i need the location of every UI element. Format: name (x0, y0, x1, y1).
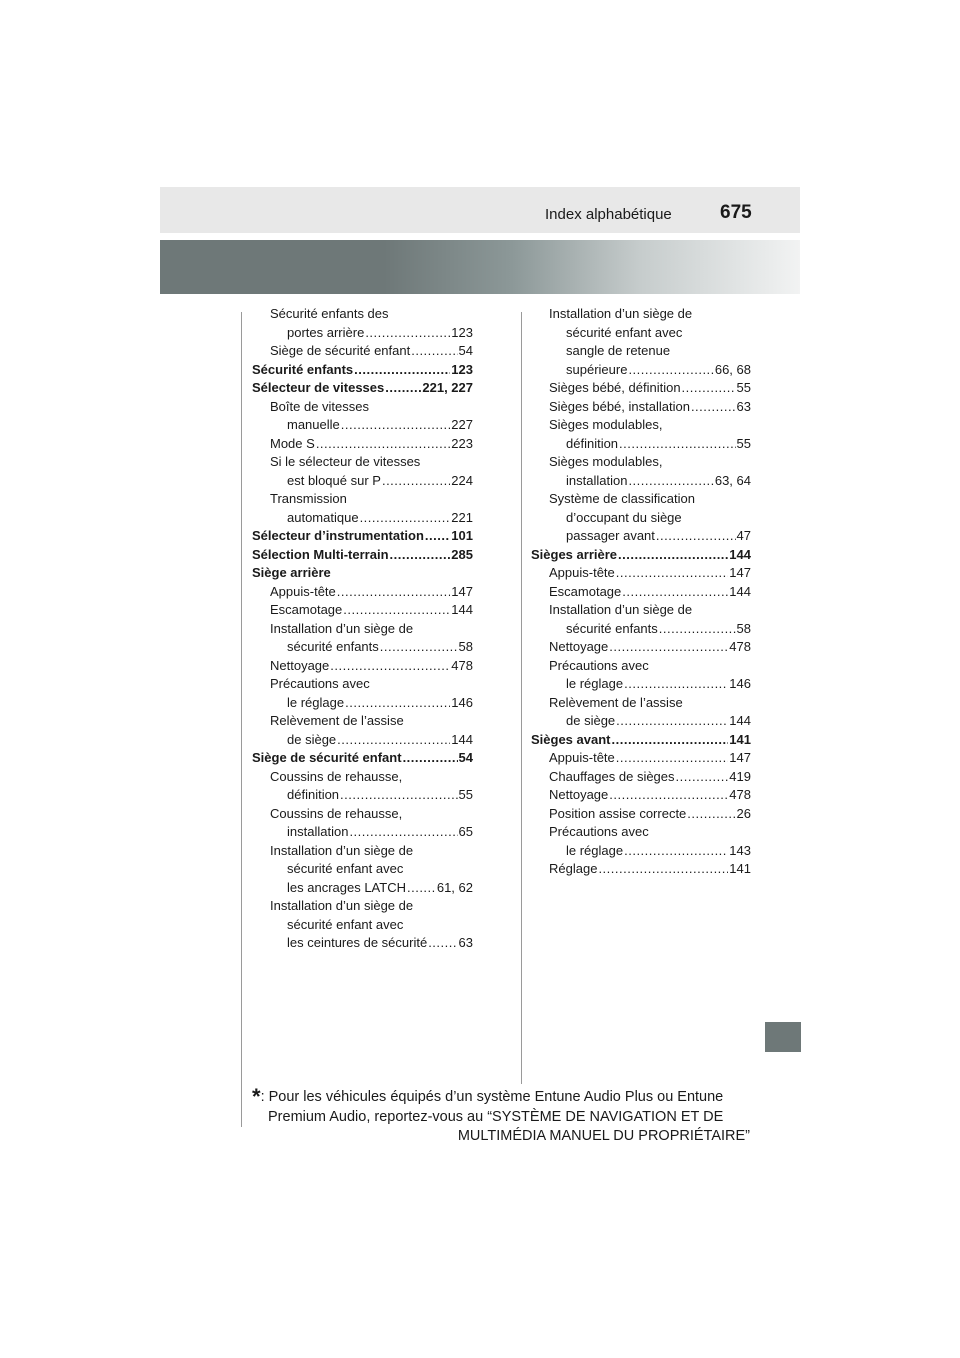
index-entry-page: 227 (451, 417, 473, 432)
dot-leader (337, 731, 450, 750)
index-entry-page: 101 (451, 528, 473, 543)
dot-leader (425, 527, 450, 546)
index-entry-text: les ceintures de sécurité (287, 935, 428, 950)
index-entry-text: Sélection Multi-terrain (252, 546, 389, 562)
dot-leader (691, 398, 736, 417)
dot-leader (380, 638, 458, 657)
index-entry-text: Réglage (549, 861, 598, 876)
dot-leader (598, 860, 728, 879)
dot-leader (612, 731, 729, 750)
index-entry-text: Sièges modulables, (549, 417, 663, 432)
index-entry (252, 749, 473, 768)
index-entry (252, 342, 473, 361)
dot-leader (365, 324, 450, 343)
index-entry-text: supérieure (566, 361, 628, 377)
index-entry-text: les ancrages LATCH (287, 879, 406, 895)
dot-leader (622, 583, 728, 602)
index-entry (531, 416, 751, 453)
index-entry-text: le réglage (287, 694, 345, 710)
page-number: 675 (720, 202, 752, 223)
index-entry (252, 379, 473, 398)
index-entry-text: de siège (566, 713, 616, 728)
index-entry-page: 143 (729, 842, 751, 858)
footnote-line-1: : Pour les véhicules équipés d’un système Entune Audio Plus ou Entune (260, 1089, 724, 1105)
dot-leader (616, 712, 728, 731)
dot-leader (382, 472, 450, 491)
index-entry-page: 221 (451, 509, 473, 525)
index-entry-text: Chauffages de sièges (549, 768, 675, 784)
index-entry-page: 478 (451, 657, 473, 673)
index-entry-text: Sélecteur de vitesses (252, 380, 385, 395)
dot-leader (354, 361, 450, 380)
index-entry (252, 527, 473, 546)
index-entry (252, 435, 473, 454)
dot-leader (624, 675, 728, 694)
dot-leader (360, 509, 451, 528)
header-gradient-band (160, 240, 800, 294)
index-entry-text: définition (566, 435, 619, 451)
footnote-marker: * (252, 1084, 261, 1109)
index-entry-page: 123 (451, 324, 473, 340)
index-entry-text: Boîte de vitesses (270, 398, 369, 414)
dot-leader (628, 361, 713, 380)
index-entry-text: Escamotage (270, 602, 343, 617)
dot-leader (428, 934, 457, 953)
index-entry-page: 146 (729, 676, 751, 691)
index-entry-text: Escamotage (549, 583, 622, 599)
dot-leader (340, 786, 457, 805)
dot-leader (341, 416, 451, 435)
index-entry-text: est bloqué sur P (287, 472, 381, 488)
index-entry-page: 221, 227 (422, 380, 473, 395)
column-divider (521, 312, 522, 1084)
index-entry-page: 63 (736, 398, 751, 414)
dot-leader (390, 546, 451, 565)
index-entry (252, 657, 473, 676)
index-entry-page: 144 (729, 546, 751, 562)
footnote-line-3: MULTIMÉDIA MANUEL DU PROPRIÉTAIRE” (457, 1128, 750, 1144)
index-entry-text: Précautions avec (549, 824, 649, 839)
index-entry-page: 285 (451, 546, 473, 562)
dot-leader (403, 749, 458, 768)
index-entry-page: 65 (458, 824, 473, 839)
dot-leader (609, 786, 728, 805)
index-entry-text: passager avant (566, 528, 655, 543)
index-entry (252, 805, 473, 842)
index-entry-text: manuelle (287, 417, 340, 432)
index-entry-page: 47 (736, 528, 751, 543)
index-entry (531, 731, 751, 750)
index-entry (252, 361, 473, 380)
index-entry-page: 144 (451, 602, 473, 617)
index-entry (531, 546, 751, 565)
index-entry-text: Mode S (270, 435, 315, 451)
index-entry (252, 398, 473, 435)
index-entry-page: 54 (458, 343, 473, 358)
index-entry-text: Appuis-tête (549, 750, 615, 765)
index-entry-text: sangle de retenue (566, 343, 671, 358)
index-entry-text: sécurité enfant avec (287, 861, 404, 876)
dot-leader (345, 694, 450, 713)
index-entry-text: Installation d’un siège de (270, 898, 414, 913)
index-entry-page: 66, 68 (714, 361, 751, 377)
index-entry (252, 564, 473, 583)
index-entry-text: Coussins de rehausse, (270, 805, 403, 821)
dot-leader (628, 472, 713, 491)
index-entry-page: 223 (451, 435, 473, 451)
index-entry-text: Sièges arrière (531, 546, 618, 562)
index-entry (531, 786, 751, 805)
index-entry (531, 490, 751, 546)
index-entry-text: sécurité enfants (566, 620, 658, 636)
index-entry (531, 694, 751, 731)
index-entry (252, 453, 473, 490)
index-entry (252, 620, 473, 657)
index-entry-page: 146 (451, 694, 473, 710)
index-entry (252, 842, 473, 898)
index-entry-text: Sièges bébé, installation (549, 398, 690, 414)
index-entry-page: 147 (729, 565, 751, 580)
index-entry-page: 63 (458, 935, 473, 950)
dot-leader (316, 435, 450, 454)
index-entry-text: le réglage (566, 842, 624, 858)
index-entry-text: Sièges bébé, définition (549, 380, 681, 395)
index-entry (252, 712, 473, 749)
dot-leader (624, 842, 728, 861)
dot-leader (609, 638, 728, 657)
index-entry (531, 657, 751, 694)
index-entry (531, 805, 751, 824)
index-entry-text: Position assise correcte (549, 805, 687, 821)
index-entry-text: sécurité enfant avec (566, 324, 683, 340)
index-entry (531, 823, 751, 860)
index-entry-page: 61, 62 (436, 879, 473, 895)
index-column-right (531, 305, 751, 879)
index-entry (531, 601, 751, 638)
index-entry-text: automatique (287, 509, 359, 525)
index-entry-text: Siège arrière (252, 565, 331, 580)
index-entry (531, 379, 751, 398)
index-entry-page: 478 (729, 787, 751, 802)
index-entry-page: 478 (729, 639, 751, 654)
index-entry-text: Installation d’un siège de (270, 620, 414, 636)
index-entry-text: Installation d’un siège de (549, 602, 693, 617)
index-entry-text: Appuis-tête (270, 583, 336, 599)
index-entry-text: Sécurité enfants des (270, 306, 389, 321)
dot-leader (682, 379, 736, 398)
index-entry (531, 768, 751, 787)
index-entry-page: 58 (736, 620, 751, 636)
index-entry-page: 63, 64 (714, 472, 751, 488)
dot-leader (656, 527, 736, 546)
index-entry-text: Sécurité enfants (252, 361, 354, 377)
page-title: Index alphabétique (545, 206, 672, 223)
index-entry-text: le réglage (566, 676, 624, 691)
index-entry-text: définition (287, 787, 340, 802)
index-entry (531, 583, 751, 602)
index-entry-text: Installation d’un siège de (270, 842, 414, 858)
index-entry-page: 144 (729, 583, 751, 599)
dot-leader (659, 620, 736, 639)
dot-leader (349, 823, 457, 842)
index-entry-page: 419 (729, 768, 751, 784)
index-entry-text: Siège de sécurité enfant (270, 343, 411, 358)
index-entry-text: Relèvement de l’assise (270, 713, 404, 728)
index-entry-text: Sièges avant (531, 731, 611, 747)
index-entry (531, 638, 751, 657)
index-entry-page: 58 (458, 639, 473, 654)
dot-leader (343, 601, 450, 620)
index-entry-text: installation (566, 472, 628, 488)
index-entry-page: 26 (736, 805, 751, 821)
index-entry-text: Nettoyage (549, 787, 609, 802)
index-entry (531, 564, 751, 583)
dot-leader (330, 657, 450, 676)
index-entry (252, 305, 473, 342)
header-bar (160, 187, 800, 233)
index-entry-text: installation (287, 824, 349, 839)
index-entry-text: d’occupant du siège (566, 509, 682, 525)
index-entry-page: 55 (736, 435, 751, 451)
index-entry-text: Sélecteur d’instrumentation (252, 528, 424, 543)
index-entry (252, 490, 473, 527)
index-entry-text: Relèvement de l’assise (549, 694, 683, 710)
section-tab (765, 1022, 801, 1052)
index-entry-text: sécurité enfants (287, 639, 379, 654)
index-entry-page: 144 (729, 713, 751, 728)
index-entry (531, 453, 751, 490)
index-entry-page: 141 (729, 731, 751, 747)
left-divider (241, 312, 242, 1127)
footnote (252, 1084, 750, 1147)
index-entry (531, 749, 751, 768)
dot-leader (616, 749, 729, 768)
index-entry-page: 144 (451, 731, 473, 747)
index-entry-text: Appuis-tête (549, 565, 615, 580)
index-entry-text: Coussins de rehausse, (270, 768, 403, 784)
dot-leader (618, 546, 728, 565)
index-entry-page: 224 (451, 472, 473, 488)
index-entry-text: Transmission (270, 491, 347, 506)
dot-leader (385, 379, 421, 398)
dot-leader (616, 564, 729, 583)
index-entry-text: Nettoyage (549, 639, 609, 654)
index-entry-text: portes arrière (287, 324, 365, 340)
index-entry-text: Installation d’un siège de (549, 306, 693, 321)
dot-leader (676, 768, 729, 787)
footnote-line-2: Premium Audio, reportez-vous au “SYSTÈME DE NAVIGATION ET DE (268, 1108, 724, 1125)
index-entry-page: 55 (458, 787, 473, 802)
index-entry-page: 147 (451, 583, 473, 599)
index-entry-text: Précautions avec (549, 657, 649, 673)
dot-leader (411, 342, 457, 361)
index-entry (252, 675, 473, 712)
index-entry-text: Si le sélecteur de vitesses (270, 454, 421, 469)
index-entry (252, 768, 473, 805)
index-entry-page: 141 (729, 861, 751, 876)
index-entry-text: Précautions avec (270, 676, 370, 691)
index-entry (252, 897, 473, 953)
index-column-left (252, 305, 473, 953)
index-entry-text: de siège (287, 731, 337, 747)
index-entry (531, 860, 751, 879)
index-entry (531, 398, 751, 417)
index-entry (531, 305, 751, 379)
index-entry-text: Sièges modulables, (549, 454, 663, 469)
index-entry-text: Système de classification (549, 491, 695, 506)
index-entry-page: 123 (451, 361, 473, 377)
index-entry-text: Siège de sécurité enfant (252, 750, 402, 765)
index-entry (252, 546, 473, 565)
index-entry-text: Nettoyage (270, 657, 330, 673)
index-entry-text: sécurité enfant avec (287, 916, 404, 932)
dot-leader (619, 435, 735, 454)
index-entry (252, 583, 473, 602)
dot-leader (407, 879, 436, 898)
dot-leader (687, 805, 735, 824)
index-entry-page: 55 (736, 380, 751, 395)
dot-leader (337, 583, 451, 602)
index-entry (252, 601, 473, 620)
index-entry-page: 147 (729, 750, 751, 765)
index-entry-page: 54 (458, 750, 473, 765)
